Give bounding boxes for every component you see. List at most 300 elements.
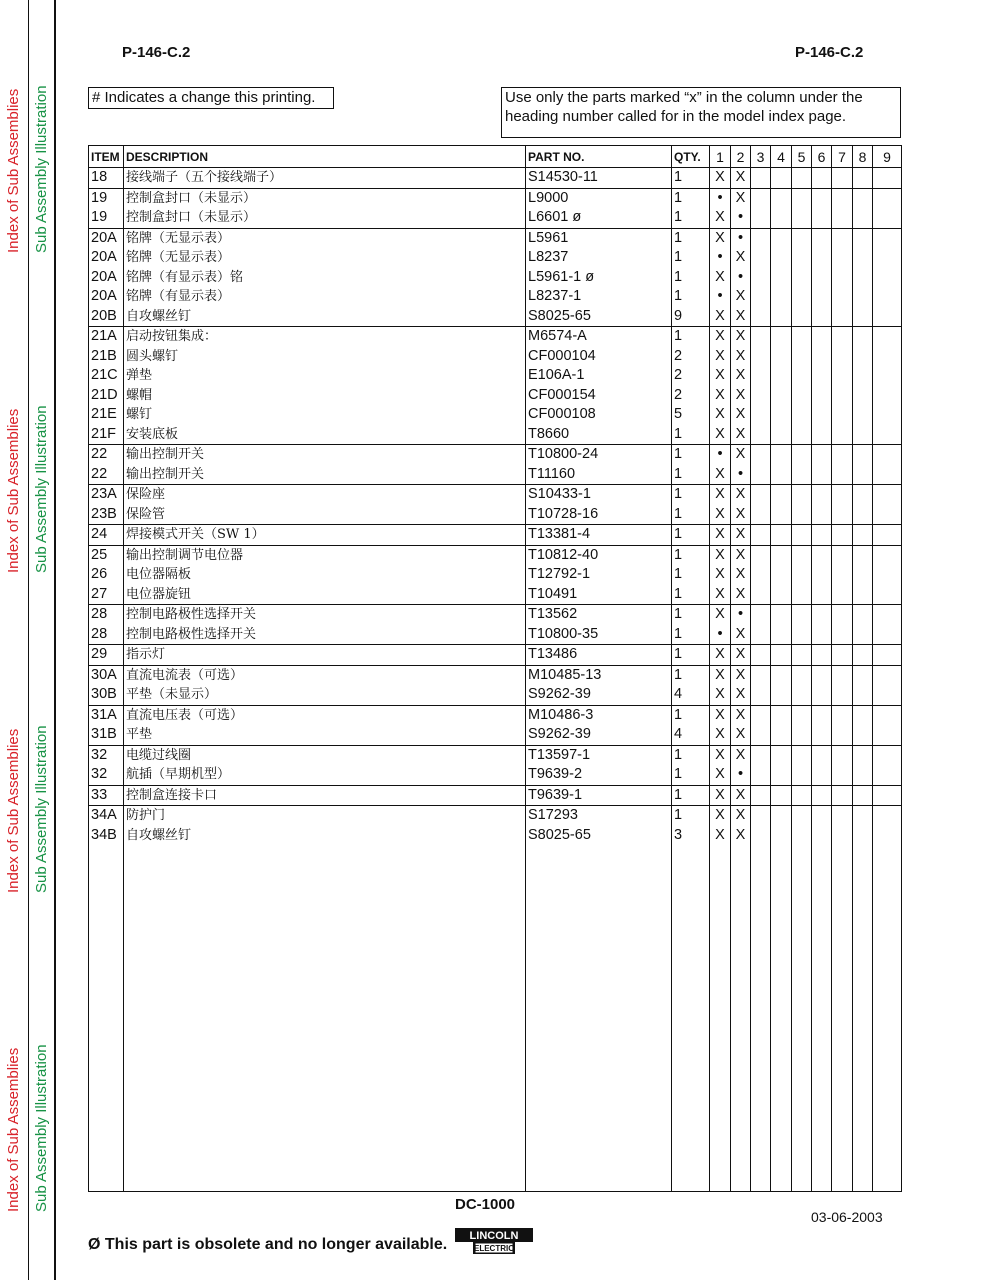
model-3-cell [751,545,771,565]
model-8-cell [853,545,873,565]
model-5-cell [792,525,812,546]
header-model-1: 1 [710,146,731,168]
logo-text-bottom: ELECTRIC [474,1244,514,1253]
part-number-cell: L9000 [526,188,672,208]
sub-assembly-illustration-link-1[interactable]: Sub Assembly Illustration [33,85,50,253]
model-8-cell [853,188,873,208]
model-6-cell [812,645,832,666]
model-5-cell [792,705,812,725]
empty-cell [832,845,853,1192]
index-of-sub-assemblies-link-2[interactable]: Index of Sub Assemblies [5,408,22,573]
item-cell: 22 [89,465,124,485]
header-model-3: 3 [751,146,771,168]
table-row [89,806,902,826]
sub-assembly-illustration-link-3[interactable]: Sub Assembly Illustration [33,725,50,893]
table-row [89,386,902,406]
part-number-cell: T13486 [526,645,672,666]
model-4-cell [771,826,792,846]
model-5-cell [792,665,812,685]
qty-cell: 1 [672,228,710,248]
model-2-cell: X [731,248,751,268]
table-row [89,785,902,806]
table-row [89,625,902,645]
model-7-cell [832,585,853,605]
model-7-cell [832,208,853,228]
qty-cell: 1 [672,565,710,585]
description-cell: 铭牌（有显示表）铭 [124,268,526,288]
item-cell: 28 [89,625,124,645]
model-1-cell: X [710,465,731,485]
item-cell: 33 [89,785,124,806]
model-7-cell [832,228,853,248]
model-4-cell [771,745,792,765]
model-2-cell: X [731,307,751,327]
part-number-cell: S8025-65 [526,826,672,846]
model-5-cell [792,268,812,288]
item-cell: 31A [89,705,124,725]
part-number-cell: L6601 ø [526,208,672,228]
qty-cell: 1 [672,806,710,826]
model-5-cell [792,327,812,347]
model-6-cell [812,826,832,846]
model-3-cell [751,625,771,645]
model-1-cell: X [710,806,731,826]
model-9-cell [873,307,902,327]
model-3-cell [751,785,771,806]
model-1-cell: X [710,785,731,806]
model-1-cell: X [710,505,731,525]
item-cell: 21C [89,366,124,386]
model-8-cell [853,405,873,425]
part-number-cell: T10800-35 [526,625,672,645]
model-2-cell: X [731,785,751,806]
table-row [89,327,902,347]
model-3-cell [751,745,771,765]
model-7-cell [832,525,853,546]
model-1-cell: X [710,585,731,605]
page-code-right: P-146-C.2 [795,44,864,61]
item-cell: 20A [89,248,124,268]
header-item: ITEM [89,146,124,168]
model-8-cell [853,248,873,268]
empty-cell [792,845,812,1192]
model-8-cell [853,645,873,666]
model-8-cell [853,445,873,465]
description-cell: 铭牌（无显示表） [124,248,526,268]
empty-cell [124,845,526,1192]
model-6-cell [812,208,832,228]
model-9-cell [873,366,902,386]
model-6-cell [812,248,832,268]
item-cell: 19 [89,208,124,228]
part-number-cell: L8237 [526,248,672,268]
qty-cell: 1 [672,425,710,445]
header-description: DESCRIPTION [124,146,526,168]
header-qty: QTY. [672,146,710,168]
model-5-cell [792,465,812,485]
model-4-cell [771,228,792,248]
model-8-cell [853,685,873,705]
description-cell: 焊接模式开关（SW 1） [124,525,526,546]
model-9-cell [873,228,902,248]
model-3-cell [751,366,771,386]
model-5-cell [792,208,812,228]
model-2-cell: X [731,545,751,565]
model-9-cell [873,188,902,208]
model-4-cell [771,366,792,386]
model-4-cell [771,465,792,485]
index-of-sub-assemblies-link-4[interactable]: Index of Sub Assemblies [5,1047,22,1212]
page-code-left: P-146-C.2 [122,44,191,61]
model-4-cell [771,248,792,268]
qty-cell: 1 [672,268,710,288]
model-5-cell [792,228,812,248]
model-7-cell [832,645,853,666]
model-5-cell [792,565,812,585]
part-number-cell: CF000154 [526,386,672,406]
model-1-cell: X [710,725,731,745]
model-8-cell [853,705,873,725]
model-9-cell [873,625,902,645]
item-cell: 21D [89,386,124,406]
model-2-cell: X [731,445,751,465]
model-7-cell [832,505,853,525]
model-5-cell [792,765,812,785]
model-9-cell [873,765,902,785]
model-3-cell [751,585,771,605]
model-8-cell [853,425,873,445]
qty-cell: 1 [672,287,710,307]
model-8-cell [853,806,873,826]
model-6-cell [812,347,832,367]
description-cell: 输出控制调节电位器 [124,545,526,565]
parts-table [88,145,902,1192]
model-1-cell: X [710,366,731,386]
model-1-cell: X [710,605,731,625]
model-2-cell: X [731,287,751,307]
part-number-cell: T12792-1 [526,565,672,585]
item-cell: 22 [89,445,124,465]
model-8-cell [853,386,873,406]
model-6-cell [812,465,832,485]
model-6-cell [812,505,832,525]
model-5-cell [792,188,812,208]
model-8-cell [853,168,873,189]
sub-assembly-illustration-link-2[interactable]: Sub Assembly Illustration [33,405,50,573]
model-6-cell [812,765,832,785]
model-8-cell [853,665,873,685]
model-3-cell [751,327,771,347]
model-5-cell [792,366,812,386]
model-6-cell [812,806,832,826]
model-4-cell [771,307,792,327]
description-cell: 指示灯 [124,645,526,666]
qty-cell: 1 [672,705,710,725]
model-6-cell [812,725,832,745]
description-cell: 电位器旋钮 [124,585,526,605]
empty-cell [812,845,832,1192]
empty-cell [751,845,771,1192]
model-4-cell [771,188,792,208]
model-9-cell [873,585,902,605]
model-7-cell [832,665,853,685]
sub-assembly-illustration-link-4[interactable]: Sub Assembly Illustration [33,1044,50,1212]
model-9-cell [873,208,902,228]
model-3-cell [751,248,771,268]
table-row [89,208,902,228]
item-cell: 34B [89,826,124,846]
lincoln-electric-logo [453,1226,535,1256]
model-8-cell [853,745,873,765]
model-1-cell: X [710,425,731,445]
model-8-cell [853,347,873,367]
model-7-cell [832,268,853,288]
model-1-cell: X [710,405,731,425]
model-1-cell: X [710,268,731,288]
model-2-cell: X [731,665,751,685]
model-4-cell [771,445,792,465]
empty-cell [710,845,731,1192]
model-9-cell [873,525,902,546]
model-2-cell: • [731,765,751,785]
model-6-cell [812,168,832,189]
qty-cell: 1 [672,525,710,546]
model-9-cell [873,725,902,745]
part-number-cell: E106A-1 [526,366,672,386]
model-4-cell [771,505,792,525]
part-number-cell: T13381-4 [526,525,672,546]
model-5-cell [792,645,812,666]
model-2-cell: X [731,705,751,725]
table-row [89,268,902,288]
model-4-cell [771,287,792,307]
part-number-cell: L8237-1 [526,287,672,307]
change-note: # Indicates a change this printing. [88,87,334,109]
model-5-cell [792,625,812,645]
model-2-cell: • [731,228,751,248]
model-7-cell [832,705,853,725]
model-6-cell [812,188,832,208]
model-1-cell: • [710,188,731,208]
table-row [89,405,902,425]
model-7-cell [832,405,853,425]
item-cell: 20B [89,307,124,327]
qty-cell: 2 [672,347,710,367]
model-7-cell [832,168,853,189]
model-1-cell: • [710,445,731,465]
qty-cell: 1 [672,545,710,565]
part-number-cell: S17293 [526,806,672,826]
model-5-cell [792,347,812,367]
table-row [89,248,902,268]
model-8-cell [853,625,873,645]
model-3-cell [751,425,771,445]
model-7-cell [832,725,853,745]
description-cell: 弹垫 [124,366,526,386]
part-number-cell: CF000104 [526,347,672,367]
model-7-cell [832,765,853,785]
item-cell: 21E [89,405,124,425]
empty-cell [526,845,672,1192]
table-row [89,826,902,846]
model-8-cell [853,287,873,307]
model-4-cell [771,386,792,406]
model-9-cell [873,445,902,465]
model-2-cell: X [731,366,751,386]
model-3-cell [751,445,771,465]
model-4-cell [771,208,792,228]
model-8-cell [853,307,873,327]
table-header-row [89,146,902,168]
item-cell: 30B [89,685,124,705]
model-6-cell [812,665,832,685]
model-3-cell [751,826,771,846]
item-cell: 23B [89,505,124,525]
description-cell: 铭牌（无显示表） [124,228,526,248]
description-cell: 航插（早期机型） [124,765,526,785]
model-7-cell [832,366,853,386]
table-row [89,228,902,248]
model-6-cell [812,485,832,505]
part-number-cell: M10486-3 [526,705,672,725]
description-cell: 启动按钮集成： [124,327,526,347]
model-7-cell [832,188,853,208]
model-8-cell [853,525,873,546]
model-4-cell [771,765,792,785]
description-cell: 安装底板 [124,425,526,445]
model-4-cell [771,625,792,645]
model-1-cell: X [710,307,731,327]
table-row [89,347,902,367]
model-3-cell [751,565,771,585]
model-2-cell: X [731,725,751,745]
model-4-cell [771,525,792,546]
model-4-cell [771,806,792,826]
empty-cell [731,845,751,1192]
qty-cell: 1 [672,168,710,189]
model-3-cell [751,168,771,189]
model-9-cell [873,327,902,347]
side-divider [28,0,29,1280]
obsolete-note: Ø This part is obsolete and no longer available. [88,1236,448,1253]
header-model-5: 5 [792,146,812,168]
model-name: DC-1000 [455,1196,516,1213]
model-7-cell [832,465,853,485]
description-cell: 电缆过线圈 [124,745,526,765]
qty-cell: 1 [672,485,710,505]
item-cell: 20A [89,228,124,248]
model-9-cell [873,386,902,406]
model-1-cell: X [710,545,731,565]
model-8-cell [853,585,873,605]
model-6-cell [812,445,832,465]
item-cell: 26 [89,565,124,585]
item-cell: 18 [89,168,124,189]
model-1-cell: X [710,826,731,846]
qty-cell: 1 [672,505,710,525]
model-4-cell [771,565,792,585]
model-7-cell [832,248,853,268]
model-9-cell [873,785,902,806]
model-2-cell: X [731,505,751,525]
header-model-6: 6 [812,146,832,168]
model-1-cell: X [710,665,731,685]
part-number-cell: T10812-40 [526,545,672,565]
item-cell: 34A [89,806,124,826]
model-9-cell [873,465,902,485]
model-3-cell [751,806,771,826]
description-cell: 自攻螺丝钉 [124,307,526,327]
model-9-cell [873,505,902,525]
model-5-cell [792,425,812,445]
description-cell: 控制盒连接卡口 [124,785,526,806]
model-5-cell [792,445,812,465]
model-1-cell: X [710,685,731,705]
model-4-cell [771,665,792,685]
part-number-cell: S10433-1 [526,485,672,505]
empty-cell [89,845,124,1192]
table-row [89,307,902,327]
table-row [89,525,902,546]
model-7-cell [832,307,853,327]
model-1-cell: X [710,765,731,785]
description-cell: 直流电压表（可选） [124,705,526,725]
model-2-cell: • [731,208,751,228]
part-number-cell: T8660 [526,425,672,445]
part-number-cell: T11160 [526,465,672,485]
description-cell: 平垫 [124,725,526,745]
model-2-cell: X [731,525,751,546]
model-5-cell [792,826,812,846]
model-1-cell: X [710,208,731,228]
qty-cell: 1 [672,585,710,605]
item-cell: 29 [89,645,124,666]
model-1-cell: X [710,168,731,189]
index-of-sub-assemblies-link-1[interactable]: Index of Sub Assemblies [5,88,22,253]
model-3-cell [751,228,771,248]
qty-cell: 3 [672,826,710,846]
header-part-no: PART NO. [526,146,672,168]
model-2-cell: • [731,268,751,288]
usage-note-line-1: Use only the parts marked “x” in the column under the [505,89,863,106]
model-5-cell [792,585,812,605]
empty-cell [672,845,710,1192]
table-row [89,505,902,525]
model-3-cell [751,188,771,208]
model-5-cell [792,287,812,307]
part-number-cell: T9639-1 [526,785,672,806]
model-3-cell [751,725,771,745]
model-2-cell: X [731,806,751,826]
model-2-cell: X [731,625,751,645]
model-4-cell [771,327,792,347]
index-of-sub-assemblies-link-3[interactable]: Index of Sub Assemblies [5,728,22,893]
description-cell: 电位器隔板 [124,565,526,585]
empty-cell [873,845,902,1192]
model-2-cell: X [731,826,751,846]
qty-cell: 1 [672,625,710,645]
part-number-cell: L5961-1 ø [526,268,672,288]
model-2-cell: X [731,327,751,347]
model-7-cell [832,685,853,705]
model-9-cell [873,645,902,666]
model-6-cell [812,366,832,386]
header-model-4: 4 [771,146,792,168]
model-6-cell [812,386,832,406]
print-date: 03-06-2003 [811,1209,883,1225]
item-cell: 28 [89,605,124,625]
model-2-cell: • [731,605,751,625]
